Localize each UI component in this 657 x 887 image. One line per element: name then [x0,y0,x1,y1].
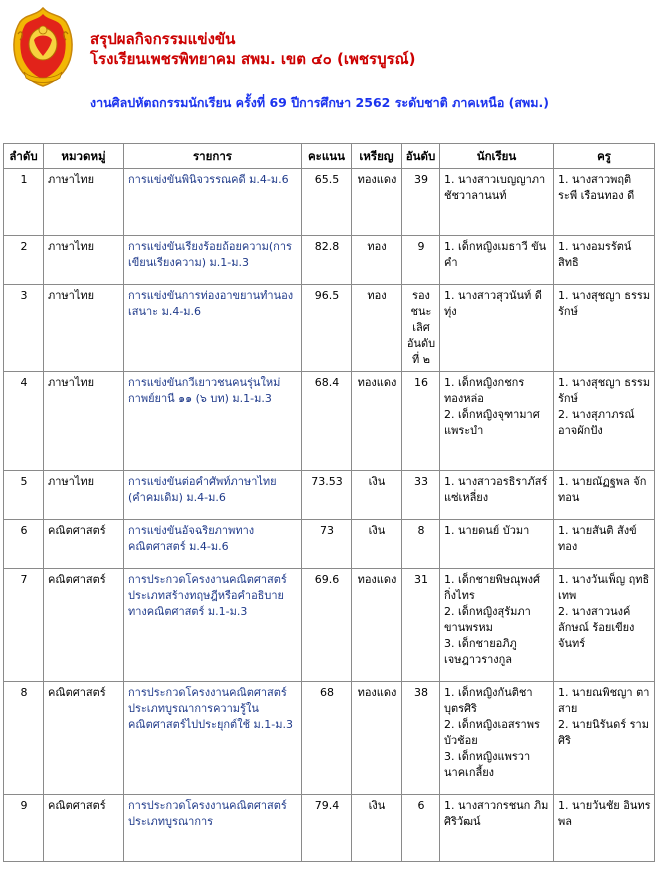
cell-category: คณิตศาสตร์ [44,569,124,682]
table-row [4,236,655,285]
cell-teachers [554,471,655,520]
cell-medal: เงิน [352,520,402,569]
table-row [4,169,655,236]
cell-medal: ทอง [352,285,402,372]
cell-category: ภาษาไทย [44,471,124,520]
cell-item: การแข่งขันอัจฉริยภาพทางคณิตศาสตร์ ม.4-ม.6 [124,520,302,569]
cell-rank: 33 [402,471,440,520]
column-header-teachers: ครู [554,144,655,169]
cell-students [440,285,554,372]
teacher-name: 1. นายสันติ สังข์ทอง [558,524,637,553]
teacher-name: 1. นางสาวพฤติ ระพี เรือนทอง ดี [558,173,635,202]
student-name: 2. เด็กหญิงเอสราพร บัวช้อย [444,718,540,747]
student-name: 1. เด็กหญิงเมธาวี ขันคำ [444,240,547,269]
document-subtitle: งานศิลปหัตถกรรมนักเรียน ครั้งที่ 69 ปีการศึกษา 2562 ระดับชาติ ภาคเหนือ (สพม.) [90,95,549,110]
column-header-score: คะแนน [302,144,352,169]
teacher-name: 2. นายนิรันดร์ รามศิริ [558,718,649,747]
cell-rank: 9 [402,236,440,285]
table-header-row [4,144,655,169]
cell-rank: 38 [402,682,440,795]
cell-rank: 39 [402,169,440,236]
teacher-name: 1. นายณพิชญา ตาสาย [558,686,650,715]
column-header-no: ลำดับ [4,144,44,169]
student-name: 1. นางสาวสุวนันท์ ดีทุ่ง [444,289,542,318]
cell-medal: ทองแดง [352,682,402,795]
cell-teachers [554,285,655,372]
student-name: 3. เด็กหญิงแพรวา นาคเกลี้ยง [444,750,531,779]
student-name: 2. เด็กหญิงสุรัมภาขานพรหม [444,605,531,634]
school-emblem-logo [10,6,76,88]
cell-students [440,372,554,471]
cell-item: การแข่งขันเรียงร้อยถ้อยความ(การเขียนเรียงความ) ม.1-ม.3 [124,236,302,285]
cell-item: การประกวดโครงงานคณิตศาสตร์ ประเภทบูรณาการความรู้ในคณิตศาสตร์ไปประยุกต์ใช้ ม.1-ม.3 [124,682,302,795]
column-header-item: รายการ [124,144,302,169]
table-row [4,569,655,682]
document-title-line1: สรุปผลกิจกรรมแข่งขัน [90,30,236,48]
cell-teachers [554,569,655,682]
cell-category: ภาษาไทย [44,372,124,471]
cell-medal: ทอง [352,236,402,285]
cell-item: การแข่งขันต่อคำศัพท์ภาษาไทย (คำคมเดิม) ม.4-ม.6 [124,471,302,520]
cell-rank: 6 [402,795,440,862]
cell-medal: เงิน [352,795,402,862]
cell-students [440,520,554,569]
cell-no: 9 [4,795,44,862]
cell-no: 2 [4,236,44,285]
column-header-category: หมวดหมู่ [44,144,124,169]
cell-score: 79.4 [302,795,352,862]
document-title-line2: โรงเรียนเพชรพิทยาคม สพม. เขต ๔๐ (เพชรบูรณ์) [90,50,416,68]
student-name: 1. เด็กชายพิษณุพงศ์ กิ่งไทร [444,573,540,602]
cell-no: 8 [4,682,44,795]
cell-category: คณิตศาสตร์ [44,795,124,862]
cell-item: การแข่งขันกวีเยาวชนคนรุ่นใหม่ กาพย์ยานี ๑๑ (๖ บท) ม.1-ม.3 [124,372,302,471]
cell-score: 96.5 [302,285,352,372]
table-row [4,682,655,795]
cell-students [440,682,554,795]
student-name: 1. เด็กหญิงกชกร ทองหล่อ [444,376,525,405]
cell-score: 68 [302,682,352,795]
cell-no: 5 [4,471,44,520]
teacher-name: 2. นางสุภาภรณ์ อาจผักปัง [558,408,635,437]
teacher-name: 1. นายวันชัย อินทรพล [558,799,651,828]
cell-rank: 31 [402,569,440,682]
cell-no: 7 [4,569,44,682]
student-name: 1. เด็กหญิงกันติชา บุตรศิริ [444,686,533,715]
cell-students [440,795,554,862]
cell-teachers [554,795,655,862]
cell-students [440,471,554,520]
student-name: 2. เด็กหญิงจุฑามาศ แพระบำ [444,408,540,437]
cell-item: การประกวดโครงงานคณิตศาสตร์ ประเภทบูรณาการ [124,795,302,862]
cell-students [440,169,554,236]
column-header-rank: อันดับ [402,144,440,169]
cell-score: 69.6 [302,569,352,682]
cell-no: 3 [4,285,44,372]
cell-medal: เงิน [352,471,402,520]
teacher-name: 1. นางวันเพ็ญ ฤทธิเทพ [558,573,650,602]
cell-item: การแข่งขันการท่องอาขยานทำนองเสนาะ ม.4-ม.6 [124,285,302,372]
cell-no: 4 [4,372,44,471]
teacher-name: 1. นางอมรรัตน์ สิทธิ [558,240,632,269]
cell-no: 1 [4,169,44,236]
cell-item: การแข่งขันพินิจวรรณคดี ม.4-ม.6 [124,169,302,236]
cell-category: คณิตศาสตร์ [44,520,124,569]
student-name: 1. นางสาวอรธิราภัสร์ แซ่เหลี่ยง [444,475,548,504]
cell-category: คณิตศาสตร์ [44,682,124,795]
table-row [4,471,655,520]
cell-students [440,236,554,285]
table-row [4,795,655,862]
table-row [4,520,655,569]
cell-item: การประกวดโครงงานคณิตศาสตร์ ประเภทสร้างทฤษฎีหรือคำอธิบายทางคณิตศาสตร์ ม.1-ม.3 [124,569,302,682]
cell-teachers [554,682,655,795]
column-header-students: นักเรียน [440,144,554,169]
cell-medal: ทองแดง [352,169,402,236]
cell-rank: 16 [402,372,440,471]
student-name: 3. เด็กชายอภิภู เจษฎาวรางกูล [444,637,517,666]
teacher-name: 1. นางสุชญา ธรรมรักษ์ [558,289,651,318]
cell-score: 65.5 [302,169,352,236]
cell-rank: รองชนะเลิศอันดับที่ ๒ [402,285,440,372]
cell-score: 73 [302,520,352,569]
cell-no: 6 [4,520,44,569]
teacher-name: 1. นายณัฏฐพล จักทอน [558,475,647,504]
cell-category: ภาษาไทย [44,236,124,285]
cell-medal: ทองแดง [352,569,402,682]
student-name: 1. นางสาวกรชนก ภิมศิริวัฒน์ [444,799,549,828]
teacher-name: 1. นางสุชญา ธรรมรักษ์ [558,376,651,405]
student-name: 1. นายดนย์ บัวมา [444,524,530,537]
cell-students [440,569,554,682]
column-header-medal: เหรียญ [352,144,402,169]
document-header [0,0,657,140]
student-name: 1. นางสาวเบญญาภา ชัชวาลานนท์ [444,173,546,202]
cell-teachers [554,169,655,236]
teacher-name: 2. นางสาวนงค์ลักษณ์ ร้อยเขียงจันทร์ [558,605,635,650]
table-row [4,372,655,471]
cell-medal: ทองแดง [352,372,402,471]
cell-category: ภาษาไทย [44,285,124,372]
cell-rank: 8 [402,520,440,569]
cell-teachers [554,236,655,285]
results-table [3,143,655,862]
cell-teachers [554,520,655,569]
cell-score: 82.8 [302,236,352,285]
cell-teachers [554,372,655,471]
table-row [4,285,655,372]
cell-score: 73.53 [302,471,352,520]
cell-score: 68.4 [302,372,352,471]
cell-category: ภาษาไทย [44,169,124,236]
